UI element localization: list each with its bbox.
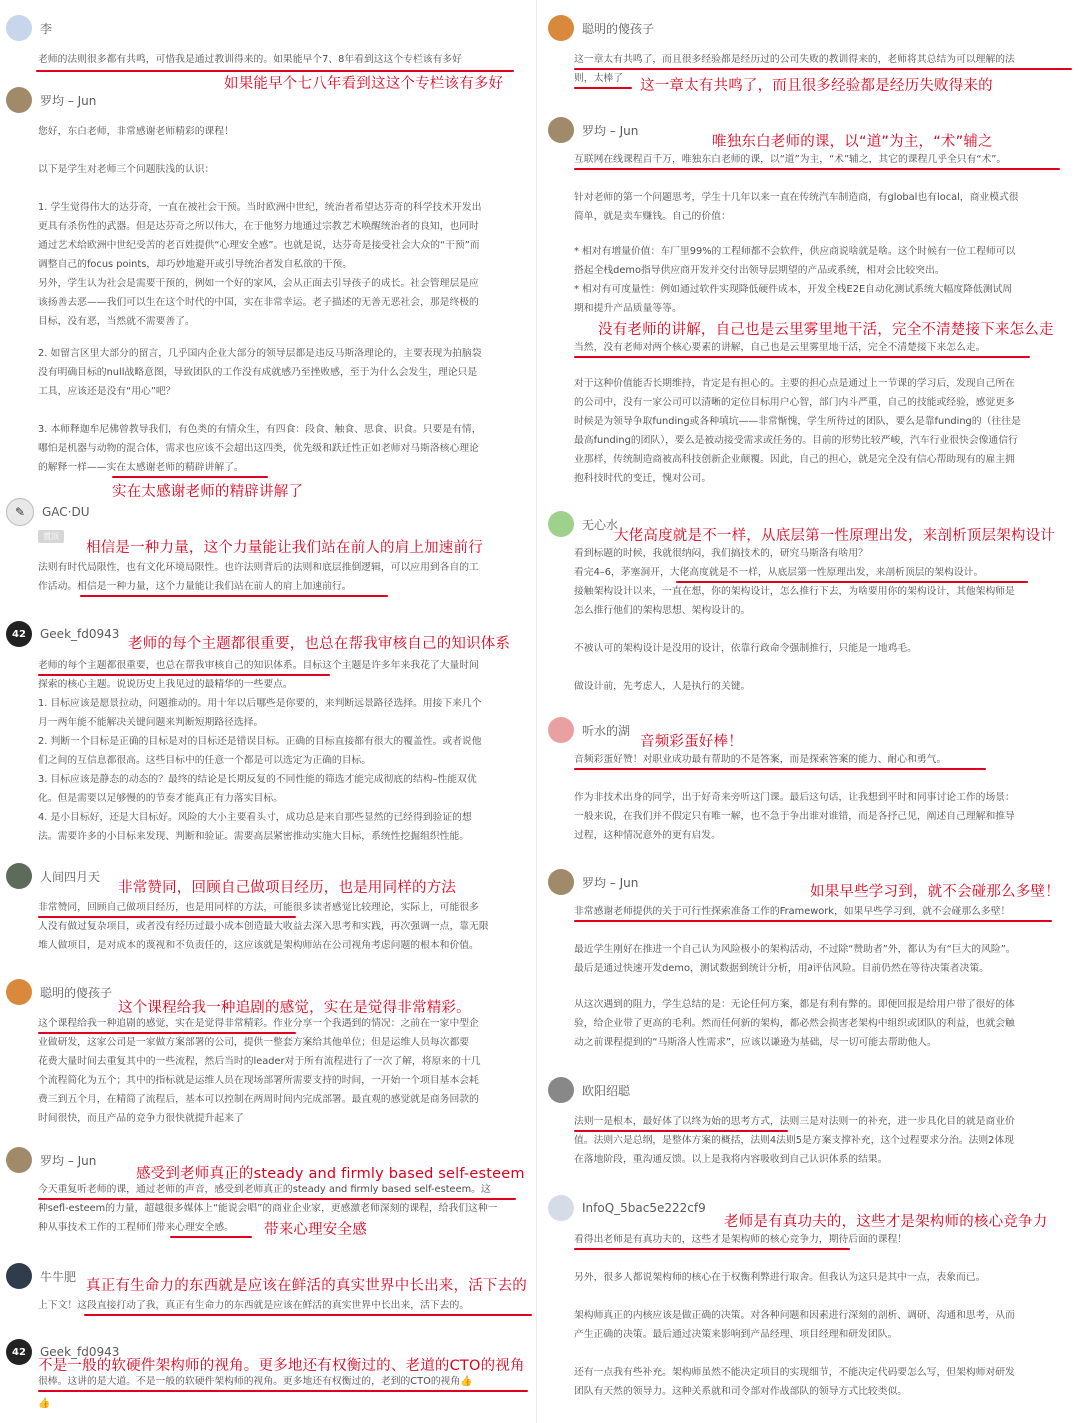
comment-line: 作为非技术出身的同学，出于好奇来旁听这门课。最后这句话，让我想到平时和同事讨论工作的场景： bbox=[574, 792, 1015, 803]
comment-line: 一般来说，在我们并不假定只有唯一解，也不急于争出谁对谁错，而是各抒己见，阐述自己理解和推导 bbox=[574, 811, 1015, 822]
highlight-underline bbox=[170, 1236, 252, 1238]
person-avatar-icon[interactable] bbox=[548, 869, 574, 895]
comment-line: 法。需要许多的小目标来发现、判断和验证。需要高层紧密推动实施大目标，系统性挖掘组织性能。 bbox=[38, 831, 470, 842]
highlight-underline bbox=[38, 1390, 528, 1392]
comment-line: 时候是为领导争取funding或各种填坑——非常惭愧，学生所待过的团队，要么是靠funding的（往往是 bbox=[574, 416, 1021, 427]
annotation-text: 如果早些学习到，就不会碰那么多壁！ bbox=[810, 884, 1060, 900]
comment-header bbox=[548, 868, 638, 896]
comment-line: 团队有天然的领导力。这种关系就和司令部对作战部队的领导方式比较类似。 bbox=[574, 1386, 908, 1397]
highlight-underline bbox=[574, 356, 1030, 358]
commenter-name[interactable]: 牛牛肥 bbox=[40, 1269, 77, 1284]
comment-header bbox=[6, 1146, 96, 1174]
comment-wuxinshui bbox=[542, 510, 1080, 700]
comment-line: 的公司中，没有一家公司可以清晰的定位目标用户心智，部门内斗严重，自己的技能或经验，感觉更多 bbox=[574, 397, 1015, 408]
comment-line: 个流程简化为五个；其中的指标就是运维人员在现场部署所需要支持的时间，一开始一个项目基本会耗 bbox=[38, 1075, 479, 1086]
comment-line: 简单，就是卖车赚钱。自己的价值： bbox=[574, 211, 731, 222]
comment-luojun-3 bbox=[542, 116, 1080, 496]
comment-line: 不被认可的架构设计是没用的设计，依靠行政命令强制推行，只能是一地鸡毛。 bbox=[574, 643, 917, 654]
comment-line: 怎么推行他们的架构思想、架构设计的。 bbox=[574, 605, 751, 616]
comment-line: 另外，学生认为社会是需要干预的，例如一个好的家风，会从正面去引导孩子的成长。社会管理层是应 bbox=[38, 278, 479, 289]
comment-line: 费三到五个月，在精简了流程后，基本可以控制在两周时间内完成部署。最直观的感觉就是商务回款的 bbox=[38, 1094, 479, 1105]
annotation-text: 带来心理安全感 bbox=[264, 1222, 367, 1238]
comment-line: 互联网在线课程百千万，唯独东白老师的课，以“道”为主，“术”辅之，其它的课程几乎全只有“术”。 bbox=[574, 154, 1007, 165]
comment-niuniufei bbox=[0, 1262, 530, 1322]
comment-infoq bbox=[542, 1194, 1080, 1414]
comment-line: * 相对有可度量性：例如通过软件实现降低硬件成本，开发全栈E2E自动化测试系统大幅度降低测试周 bbox=[574, 284, 1013, 295]
comment-header bbox=[548, 716, 630, 744]
comment-header bbox=[6, 498, 90, 526]
annotation-text: 真正有生命力的东西就是应该在鲜活的真实世界中长出来，活下去的 bbox=[86, 1278, 527, 1294]
comment-line: 则，太棒了 bbox=[574, 73, 623, 84]
comment-header bbox=[548, 116, 638, 144]
comment-line: 们之间的互信息都很高。这些目标中的任意一个都是可以选定为正确的目标。 bbox=[38, 755, 372, 766]
commenter-name[interactable]: 罗均 – Jun bbox=[582, 875, 639, 890]
comment-tingshui bbox=[542, 716, 1080, 846]
comment-li bbox=[0, 12, 530, 92]
number-avatar-icon[interactable]: 42 bbox=[6, 621, 32, 647]
commenter-name[interactable]: 欧阳绍聪 bbox=[582, 1083, 631, 1098]
comment-header bbox=[6, 14, 52, 42]
comment-line: 看得出老师是有真功夫的，这些才是架构师的核心竞争力，期待后面的课程！ bbox=[574, 1234, 908, 1245]
comment-line: 种从事技术工作的工程师们带来心理安全感。 bbox=[38, 1222, 234, 1233]
annotation-text: 如果能早个七八年看到这这个专栏该有多好 bbox=[224, 76, 504, 92]
comment-line: 3. 本师释迦牟尼佛曾教导我们，有色类的有情众生，有四食：段食、触食、思食、识食。只要是有情， bbox=[38, 424, 482, 435]
comment-line: 验，给企业带了更高的毛利。然而任何新的架构，都必然会损害老架构中组织或团队的利益，也就会触 bbox=[574, 1018, 1015, 1029]
comment-header bbox=[6, 978, 112, 1006]
comment-line: 期和提升产品质量等等。 bbox=[574, 303, 682, 314]
comment-line: 在落地阶段，重沟通反馈。以上是我将内容吸收到自己认识体系的结果。 bbox=[574, 1154, 888, 1165]
comment-line: 从这次遇到的阻力，学生总结的是：无论任何方案，都是有利有弊的。即便回报是给用户带了很好的体 bbox=[574, 999, 1015, 1010]
annotation-text: 音频彩蛋好棒！ bbox=[640, 734, 743, 750]
comment-line: 非常感谢老师提供的关于可行性探索准备工作的Framework，如果早些学习到，就不会碰那么多壁！ bbox=[574, 906, 1011, 917]
comment-line: 化。但是需要以足够慢的的节奏才能真正有力落实目标。 bbox=[38, 793, 283, 804]
comment-line: 还有一点我有些补充。架构师虽然不能决定项目的实现细节，不能决定代码要怎么写，但架构师对研发 bbox=[574, 1367, 1015, 1378]
comment-line: 很棒。这讲的是大道。不是一般的软硬件架构师的视角。更多地还有权衡过的，老到的CTO的视角👍 bbox=[38, 1376, 473, 1387]
comment-line: 2. 判断一个目标是正确的目标是对的目标还是错误目标。正确的目标直接都有很大的覆盖性。或者说他 bbox=[38, 736, 482, 747]
highlight-underline bbox=[574, 920, 1052, 922]
highlight-underline bbox=[84, 1314, 532, 1316]
commenter-name[interactable]: InfoQ_5bac5e222cf9 bbox=[582, 1201, 706, 1215]
comment-line: 这一章太有共鸣了，而且很多经验都是经历过的公司失败的教训得来的，老师将其总结为可以理解的法 bbox=[574, 54, 1015, 65]
highlight-underline bbox=[574, 768, 986, 770]
highlight-underline bbox=[112, 476, 268, 478]
comment-ouyang bbox=[542, 1076, 1080, 1176]
annotation-text: 没有老师的讲解，自己也是云里雾里地干活，完全不清楚接下来怎么走 bbox=[598, 322, 1054, 338]
comment-header bbox=[6, 620, 119, 648]
comment-line: 接触架构设计以来，一直在想，你的架构设计，怎么推行下去，为啥要用你的架构设计，其他架构师是 bbox=[574, 586, 1015, 597]
annotation-text: 这个课程给我一种追剧的感觉，实在是觉得非常精彩。 bbox=[118, 1000, 471, 1016]
comment-line: 过程，这种情况意外的更有启发。 bbox=[574, 830, 721, 841]
annotation-text: 不是一般的软硬件架构师的视角。更多地还有权衡过的、老道的CTO的视角 bbox=[38, 1358, 525, 1374]
comment-line: 的解释一样——实在太感谢老师的精辟讲解了。 bbox=[38, 462, 244, 473]
comment-line: 架构师真正的内核应该是做正确的决策。对各种问题和因素进行深刻的剖析、调研、沟通和思考，从而 bbox=[574, 1310, 1015, 1321]
comment-line: 老师的每个主题都很重要，也总在帮我审核自己的知识体系。目标这个主题是许多年来我花了大量时间 bbox=[38, 660, 479, 671]
comment-line: 对于这种价值能否长期维持，肯定是有担心的。主要的担心点是通过上一节课的学习后，发现自己所在 bbox=[574, 378, 1015, 389]
comment-header bbox=[548, 1076, 630, 1104]
highlight-underline bbox=[574, 1248, 850, 1250]
comment-line: 目标，没有恶，当然就不需要善了。 bbox=[38, 316, 195, 327]
comment-line: 通过艺术给欧洲中世纪受苦的老百姓提供“心理安全感”。也就是说，达芬奇是接受社会大众的“干预”而 bbox=[38, 240, 480, 251]
anime-avatar-icon[interactable] bbox=[6, 15, 32, 41]
comment-line: 业那样，传统制造商被高科技创新企业颠覆。因此，自己的担心，就是完全没有信心帮助现有的雇主拥 bbox=[574, 454, 1015, 465]
commenter-name[interactable]: 人间四月天 bbox=[40, 869, 101, 884]
comment-line: 最近学生刚好在推进一个自己认为风险极小的架构活动，不过除“赞助者”外，都认为有“巨大的风险”。 bbox=[574, 944, 1016, 955]
comment-line: 👍 bbox=[38, 1398, 51, 1409]
comment-line: 作活动。相信是一种力量，这个力量能让我们站在前人的肩上加速前行。 bbox=[38, 581, 352, 592]
plant-avatar-icon[interactable] bbox=[548, 511, 574, 537]
comment-header bbox=[548, 510, 618, 538]
food-avatar-icon[interactable] bbox=[6, 979, 32, 1005]
commenter-name[interactable]: 聪明的傻孩子 bbox=[582, 21, 655, 36]
commenter-name[interactable]: 罗均 – Jun bbox=[40, 1153, 97, 1168]
comment-line: 以下是学生对老师三个问题肤浅的认识： bbox=[38, 164, 215, 175]
comment-line: 调整自己的focus points，却巧妙地避开或引导统治者发自私欲的干预。 bbox=[38, 259, 353, 270]
person-avatar-icon[interactable] bbox=[548, 117, 574, 143]
comment-line: 业做研发，这家公司是一家做方案部署的公司，提供一整套方案给其他单位；但是运维人员每次都要 bbox=[38, 1037, 470, 1048]
comment-line: 搭起全栈demo指导供应商开发并交付出领导层期望的产品或系统，相对会比较突出。 bbox=[574, 265, 945, 276]
comment-luojun-2 bbox=[0, 1146, 530, 1246]
comment-line: 音频彩蛋好赞！对职业成功最有帮助的不是答案，而是探索答案的能力、耐心和勇气。 bbox=[574, 754, 947, 765]
comment-line: 2. 如留言区里大部分的留言，几乎国内企业大部分的领导层都是违反马斯洛理论的，主要表现为拍脑袋 bbox=[38, 348, 482, 359]
comment-line: 最后是通过快速开发demo，测试数据到统计分析，用∂评估风险。目前仍然在等待决策者决策。 bbox=[574, 963, 989, 974]
comment-header bbox=[6, 1262, 76, 1290]
annotation-text: 感受到老师真正的steady and firmly based self-esteem bbox=[136, 1166, 525, 1182]
gray-avatar-icon[interactable] bbox=[548, 1077, 574, 1103]
commenter-name[interactable]: 听水的湖 bbox=[582, 723, 631, 738]
comment-line: 最高funding的团队），要么是被动接受需求或任务的。目前的形势比较严峻，汽车行业很快会像通信行 bbox=[574, 435, 1018, 446]
comment-line: 值。法则六是总纲，是整体方案的概括，法则4法则5是方案支撑补充，这个过程要求分治。法则2体现 bbox=[574, 1135, 1014, 1146]
annotation-text: 唯独东白老师的课，以“道”为主，“术”辅之 bbox=[712, 134, 993, 150]
comment-line: 时间很快，而且产品的竞争力很快就提升起来了 bbox=[38, 1113, 244, 1124]
comment-line: 看到标题的时候，我就很纳闷，我们搞技术的，研究马斯洛有啥用？ bbox=[574, 548, 868, 559]
highlight-underline bbox=[574, 168, 1060, 170]
comment-geek-2 bbox=[0, 1338, 530, 1423]
person-avatar-icon[interactable] bbox=[6, 87, 32, 113]
highlight-underline bbox=[80, 595, 388, 597]
comment-line: 更具有杀伤性的武器。但是达芬奇之所以伟大，在于他努力地通过宗教艺术唤醒统治者的良知，也同时 bbox=[38, 221, 479, 232]
highlight-underline bbox=[574, 68, 1072, 70]
comment-line: 人没有做过复杂项目，或者没有经历过最小成本创造最大收益去深入思考和实践，再次强调一点，靠无限 bbox=[38, 921, 489, 932]
comment-congming-1 bbox=[0, 978, 530, 1138]
comment-line: 工具，应该还是没有“用心”吧？ bbox=[38, 386, 176, 397]
comment-line: 法则一是根本，最好体了以终为始的思考方式，法则三是对法则一的补充，进一步具化目的就是商业价 bbox=[574, 1116, 1015, 1127]
comment-line: 老师的法则很多都有共鸣，可惜我是通过教训得来的。如果能早个7、8年看到这这个专栏该有多好 bbox=[38, 54, 462, 65]
default-avatar-icon[interactable] bbox=[548, 1195, 574, 1221]
commenter-name[interactable]: Geek_fd0943 bbox=[40, 627, 120, 641]
comment-line: 当然，没有老师对两个核心要素的讲解，自己也是云里雾里地干活，完全不清楚接下来怎么走。 bbox=[574, 342, 986, 353]
comment-line: 1. 目标应该是愿景拉动，问题推动的。用十年以后哪些是你要的，来判断远景路径选择。用接下来几个 bbox=[38, 698, 482, 709]
dark-avatar-icon[interactable] bbox=[6, 1263, 32, 1289]
comment-line: 法则有时代局限性，也有文化环境局限性。也许法则背后的法则和底层推倒逻辑，可以应用到各自的工 bbox=[38, 562, 479, 573]
comment-line: 3. 目标应该是静态的动态的？最终的结论是长期反复的不同性能的筛选才能完成彻底的结构–性能双优 bbox=[38, 774, 477, 785]
comment-line: 探索的核心主题。说说历史上我见过的最精华的一些要点。 bbox=[38, 679, 293, 690]
comment-line: 另外，很多人都说架构师的核心在于权衡利弊进行取舍。但我认为这只是其中一点，表象而已。 bbox=[574, 1272, 986, 1283]
comment-renjian bbox=[0, 862, 530, 972]
comment-gacdu bbox=[0, 498, 530, 602]
comment-line: 您好，东白老师，非常感谢老师精彩的课程！ bbox=[38, 126, 234, 137]
comment-line: 该扬善去恶——我们可以生在这个时代的中国，实在非常幸运。老子描述的无善无恶社会，那是终极的 bbox=[38, 297, 479, 308]
commenter-name[interactable]: GAC·DU bbox=[42, 505, 90, 519]
annotation-text: 实在太感谢老师的精辟讲解了 bbox=[112, 484, 304, 500]
comment-geek-1 bbox=[0, 620, 530, 860]
commenter-name[interactable]: 罗均 – Jun bbox=[582, 123, 639, 138]
sketch-avatar-icon[interactable]: ✎ bbox=[6, 498, 34, 526]
comment-line: 月一两年能不能解决关键问题来判断短期路径选择。 bbox=[38, 717, 264, 728]
column-divider bbox=[536, 0, 537, 1423]
comment-line: 没有明确目标的null战略意图，导致团队的工作没有成就感乃至挫败感，至于为什么会发生，理论只是 bbox=[38, 367, 478, 378]
pinned-badge: 置顶 bbox=[38, 530, 64, 543]
comment-header bbox=[6, 862, 100, 890]
annotation-text: 非常赞同，回顾自己做项目经历，也是用同样的方法 bbox=[118, 880, 457, 896]
commenter-name[interactable]: 无心水 bbox=[582, 517, 619, 532]
annotation-text: 老师的每个主题都很重要，也总在帮我审核自己的知识体系 bbox=[128, 636, 511, 652]
comment-luojun-1 bbox=[0, 86, 530, 504]
comment-line: 这个课程给我一种追剧的感觉，实在是觉得非常精彩。作业分享一个我遇到的情况：之前在一家中型企 bbox=[38, 1018, 479, 1029]
annotation-text: 大佬高度就是不一样，从底层第一性原理出发，来剖析顶层架构设计 bbox=[614, 528, 1055, 544]
comment-line: 4. 是小目标好，还是大目标好。风险的大小主要看头寸，成功总是来自那些显然的已经得到验证的想 bbox=[38, 812, 472, 823]
comment-line: 今天重复听老师的课，通过老师的声音，感受到老师真正的steady and firmly based self-esteem。这 bbox=[38, 1184, 491, 1195]
comment-line: 1. 学生觉得伟大的达芬奇，一直在被社会干预。当时欧洲中世纪，统治者希望达芬奇的科学技术开发出 bbox=[38, 202, 482, 213]
commenter-name[interactable]: 聪明的傻孩子 bbox=[40, 985, 113, 1000]
comment-header bbox=[6, 86, 96, 114]
annotation-text: 老师是有真功夫的，这些才是架构师的核心竞争力 bbox=[724, 1214, 1048, 1230]
comment-line: 看完4–6，茅塞洞开，大佬高度就是不一样，从底层第一性原理出发，来剖析顶层的架构设计。 bbox=[574, 567, 984, 578]
annotation-text: 这一章太有共鸣了，而且很多经验都是经历失败得来的 bbox=[640, 78, 993, 94]
commenter-name[interactable]: 李 bbox=[40, 21, 53, 36]
comment-line: 针对老师的第一个问题思考，学生十几年以来一直在传统汽车制造商，有global也有local，商业模式很 bbox=[574, 192, 1019, 203]
cartoon-avatar-icon[interactable] bbox=[548, 717, 574, 743]
comment-header bbox=[548, 14, 654, 42]
comment-line: 花费大量时间去重复其中的一些流程，然后当时的leader对于所有流程进行了一次了解，将原来的十几 bbox=[38, 1056, 481, 1067]
comment-header bbox=[548, 1194, 706, 1222]
comment-luojun-4 bbox=[542, 868, 1080, 1058]
comment-line: 产生正确的决策。最后通过决策来影响到产品经理、项目经理和研发团队。 bbox=[574, 1329, 898, 1340]
comment-line: 堆人做项目，是对成本的蔑视和不负责任的，这应该就是架构师站在公司视角考虑问题的根本和价值。 bbox=[38, 940, 479, 951]
comment-line: 上下文！这段直接打动了我，真正有生命力的东西就是应该在鲜活的真实世界中长出来，活下去的。 bbox=[38, 1300, 470, 1311]
person-avatar-icon[interactable] bbox=[6, 1147, 32, 1173]
comment-line: * 相对有增量价值：车厂里99%的工程师都不会软件，供应商说啥就是啥。这个时候有一位工程师可以 bbox=[574, 246, 1016, 257]
comment-line: 动之前课程提到的“马斯洛人性需求”，应该以谦逊为基础，尽一切可能去帮助他人。 bbox=[574, 1037, 937, 1048]
highlight-underline bbox=[574, 87, 632, 89]
comment-line: 种sefl-esteem的力量，超越很多媒体上“能说会唱”的商业企业家，更感激老师深刻的课程，给我们这种一 bbox=[38, 1203, 498, 1214]
comment-line: 抱科技时代的变迁，愧对公司。 bbox=[574, 473, 712, 484]
comment-line: 非常赞同，回顾自己做项目经历，也是用同样的方法，可能很多读者感觉比较理论，实际上，可能很多 bbox=[38, 902, 479, 913]
landscape-avatar-icon[interactable] bbox=[6, 863, 32, 889]
comment-line: 哪怕是机器与动物的混合体，需求也应该不会超出这四类，优先级和跃迁性正如老师对马斯洛核心理论 bbox=[38, 443, 479, 454]
commenter-name[interactable]: Geek_fd0943 bbox=[40, 1345, 120, 1359]
comment-line: 做设计前，先考虑人，人是执行的关键。 bbox=[574, 681, 751, 692]
number-avatar-icon[interactable]: 42 bbox=[6, 1339, 32, 1365]
commenter-name[interactable]: 罗均 – Jun bbox=[40, 93, 97, 108]
comment-congming-2 bbox=[542, 12, 1080, 96]
annotation-text: 相信是一种力量，这个力量能让我们站在前人的肩上加速前行 bbox=[86, 540, 483, 556]
food-avatar-icon[interactable] bbox=[548, 15, 574, 41]
